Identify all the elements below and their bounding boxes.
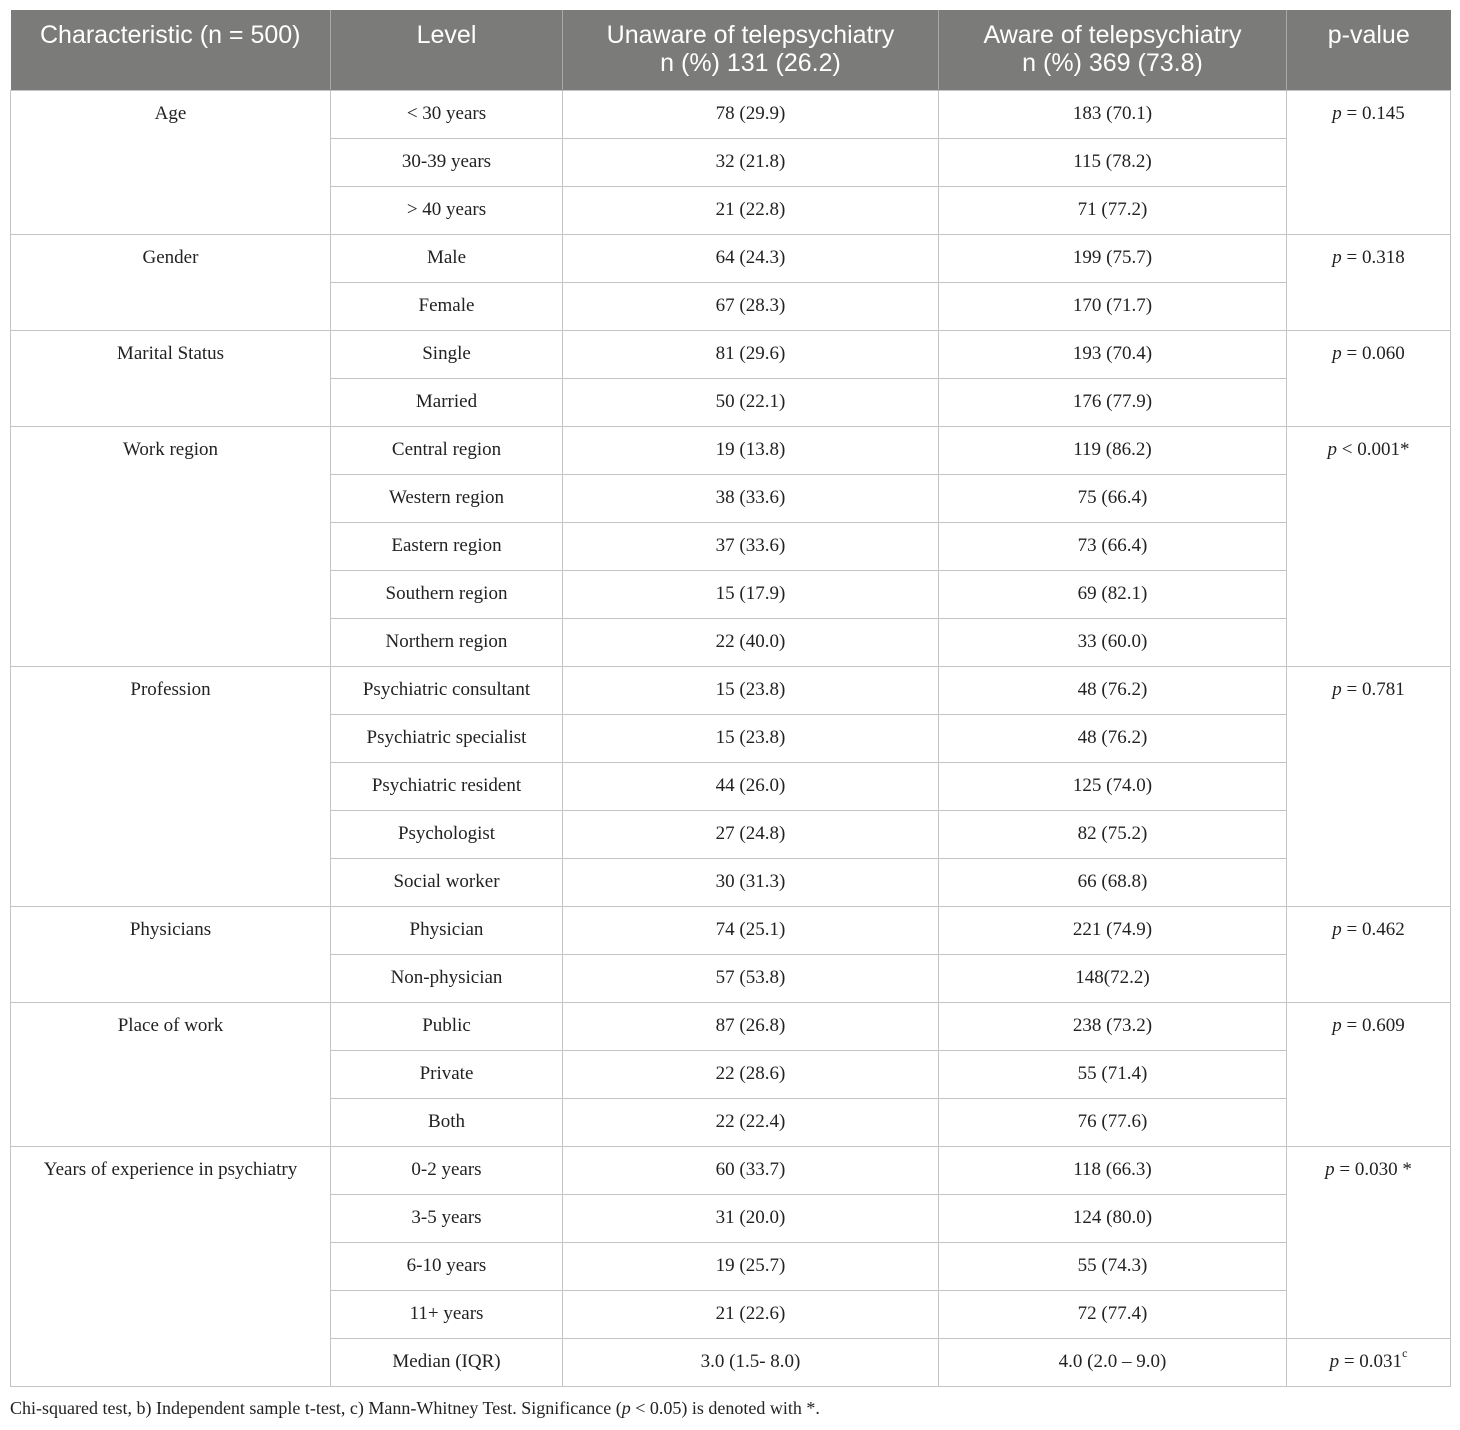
level-cell: Female bbox=[331, 282, 563, 330]
unaware-cell: 30 (31.3) bbox=[563, 858, 939, 906]
header-row bbox=[11, 10, 1451, 90]
level-cell: 30-39 years bbox=[331, 138, 563, 186]
p-symbol: p bbox=[1332, 1014, 1342, 1036]
unaware-cell: 27 (24.8) bbox=[563, 810, 939, 858]
unaware-cell: 21 (22.8) bbox=[563, 186, 939, 234]
unaware-cell: 22 (28.6) bbox=[563, 1050, 939, 1098]
level-cell: Psychologist bbox=[331, 810, 563, 858]
header-pvalue-label: p-value bbox=[1327, 21, 1410, 49]
p-value-text: = 0.318 bbox=[1341, 246, 1405, 268]
header-unaware-line2: n (%) 131 (26.2) bbox=[660, 49, 841, 77]
header-aware-label bbox=[947, 10, 1278, 77]
aware-cell: 71 (77.2) bbox=[939, 186, 1287, 234]
aware-cell: 48 (76.2) bbox=[939, 714, 1287, 762]
p-value-text: < 0.001* bbox=[1337, 438, 1410, 460]
p-symbol: p bbox=[1332, 918, 1342, 940]
aware-cell: 125 (74.0) bbox=[939, 762, 1287, 810]
table-row bbox=[11, 234, 1451, 282]
p-symbol: p bbox=[1332, 102, 1342, 124]
level-cell: 11+ years bbox=[331, 1290, 563, 1338]
header-level-label: Level bbox=[416, 21, 477, 49]
unaware-cell: 31 (20.0) bbox=[563, 1194, 939, 1242]
aware-cell: 75 (66.4) bbox=[939, 474, 1287, 522]
table-header bbox=[11, 10, 1451, 90]
aware-cell: 193 (70.4) bbox=[939, 330, 1287, 378]
level-cell: Northern region bbox=[331, 618, 563, 666]
p-value-text: = 0.060 bbox=[1341, 342, 1405, 364]
unaware-cell: 87 (26.8) bbox=[563, 1002, 939, 1050]
p-value-cell bbox=[1287, 426, 1451, 666]
unaware-cell: 44 (26.0) bbox=[563, 762, 939, 810]
level-cell: Private bbox=[331, 1050, 563, 1098]
unaware-cell: 67 (28.3) bbox=[563, 282, 939, 330]
characteristic-cell: Gender bbox=[11, 234, 331, 330]
unaware-cell: 15 (17.9) bbox=[563, 570, 939, 618]
unaware-cell: 32 (21.8) bbox=[563, 138, 939, 186]
level-cell: 3-5 years bbox=[331, 1194, 563, 1242]
level-cell: Both bbox=[331, 1098, 563, 1146]
aware-cell: 69 (82.1) bbox=[939, 570, 1287, 618]
aware-cell: 118 (66.3) bbox=[939, 1146, 1287, 1194]
unaware-cell: 74 (25.1) bbox=[563, 906, 939, 954]
header-unaware-line1: Unaware of telepsychiatry bbox=[606, 21, 895, 49]
level-cell: < 30 years bbox=[331, 90, 563, 138]
p-symbol: p bbox=[1332, 246, 1342, 268]
p-value-cell bbox=[1287, 1338, 1451, 1386]
header-unaware-label bbox=[571, 10, 930, 77]
p-symbol: p bbox=[1327, 438, 1338, 460]
unaware-cell: 22 (40.0) bbox=[563, 618, 939, 666]
level-cell: 0-2 years bbox=[331, 1146, 563, 1194]
p-value-cell bbox=[1287, 234, 1451, 330]
level-cell: Median (IQR) bbox=[331, 1338, 563, 1386]
header-unaware bbox=[563, 10, 939, 90]
footnote-text-after: < 0.05) is denoted with *. bbox=[630, 1398, 820, 1418]
table-footnote bbox=[10, 1398, 820, 1419]
level-cell: Male bbox=[331, 234, 563, 282]
header-aware-line2: n (%) 369 (73.8) bbox=[1022, 49, 1203, 77]
unaware-cell: 3.0 (1.5- 8.0) bbox=[563, 1338, 939, 1386]
level-cell: 6-10 years bbox=[331, 1242, 563, 1290]
unaware-cell: 57 (53.8) bbox=[563, 954, 939, 1002]
level-cell: Single bbox=[331, 330, 563, 378]
aware-cell: 48 (76.2) bbox=[939, 666, 1287, 714]
p-value-cell bbox=[1287, 330, 1451, 426]
unaware-cell: 50 (22.1) bbox=[563, 378, 939, 426]
p-value-cell bbox=[1287, 1002, 1451, 1146]
p-value-cell bbox=[1287, 666, 1451, 906]
p-value-cell bbox=[1287, 90, 1451, 234]
aware-cell: 148(72.2) bbox=[939, 954, 1287, 1002]
p-symbol: p bbox=[1332, 342, 1342, 364]
aware-cell: 176 (77.9) bbox=[939, 378, 1287, 426]
level-cell: Social worker bbox=[331, 858, 563, 906]
header-aware bbox=[939, 10, 1287, 90]
characteristic-cell: Profession bbox=[11, 666, 331, 906]
unaware-cell: 22 (22.4) bbox=[563, 1098, 939, 1146]
unaware-cell: 64 (24.3) bbox=[563, 234, 939, 282]
aware-cell: 33 (60.0) bbox=[939, 618, 1287, 666]
p-value-cell bbox=[1287, 906, 1451, 1002]
aware-cell: 76 (77.6) bbox=[939, 1098, 1287, 1146]
p-symbol: p bbox=[1329, 1351, 1340, 1372]
header-level bbox=[331, 10, 563, 90]
aware-cell: 55 (71.4) bbox=[939, 1050, 1287, 1098]
header-characteristic-label: Characteristic (n = 500) bbox=[39, 21, 301, 49]
aware-cell: 183 (70.1) bbox=[939, 90, 1287, 138]
unaware-cell: 78 (29.9) bbox=[563, 90, 939, 138]
header-pvalue bbox=[1287, 10, 1451, 90]
unaware-cell: 37 (33.6) bbox=[563, 522, 939, 570]
aware-cell: 124 (80.0) bbox=[939, 1194, 1287, 1242]
aware-cell: 82 (75.2) bbox=[939, 810, 1287, 858]
table-body bbox=[11, 90, 1451, 1386]
aware-cell: 4.0 (2.0 – 9.0) bbox=[939, 1338, 1287, 1386]
table-row bbox=[11, 330, 1451, 378]
level-cell: Eastern region bbox=[331, 522, 563, 570]
unaware-cell: 38 (33.6) bbox=[563, 474, 939, 522]
characteristic-cell: Age bbox=[11, 90, 331, 234]
unaware-cell: 19 (13.8) bbox=[563, 426, 939, 474]
table-row bbox=[11, 90, 1451, 138]
level-cell: Psychiatric consultant bbox=[331, 666, 563, 714]
level-cell: Physician bbox=[331, 906, 563, 954]
level-cell: Non-physician bbox=[331, 954, 563, 1002]
characteristic-cell: Years of experience in psychiatry bbox=[11, 1146, 331, 1386]
unaware-cell: 21 (22.6) bbox=[563, 1290, 939, 1338]
level-cell: Psychiatric specialist bbox=[331, 714, 563, 762]
aware-cell: 55 (74.3) bbox=[939, 1242, 1287, 1290]
level-cell: Psychiatric resident bbox=[331, 762, 563, 810]
unaware-cell: 15 (23.8) bbox=[563, 666, 939, 714]
unaware-cell: 81 (29.6) bbox=[563, 330, 939, 378]
level-cell: Central region bbox=[331, 426, 563, 474]
unaware-cell: 60 (33.7) bbox=[563, 1146, 939, 1194]
aware-cell: 221 (74.9) bbox=[939, 906, 1287, 954]
p-symbol: p bbox=[1332, 678, 1342, 700]
table-row bbox=[11, 1146, 1451, 1194]
p-value-text: = 0.031 bbox=[1339, 1351, 1403, 1372]
results-table-container bbox=[10, 10, 1450, 1387]
aware-cell: 199 (75.7) bbox=[939, 234, 1287, 282]
aware-cell: 119 (86.2) bbox=[939, 426, 1287, 474]
p-value-text: = 0.609 bbox=[1341, 1014, 1405, 1036]
table-row bbox=[11, 426, 1451, 474]
p-value-cell bbox=[1287, 1146, 1451, 1338]
telepsychiatry-awareness-table bbox=[10, 10, 1451, 1387]
table-row bbox=[11, 1002, 1451, 1050]
table-row bbox=[11, 906, 1451, 954]
unaware-cell: 15 (23.8) bbox=[563, 714, 939, 762]
aware-cell: 66 (68.8) bbox=[939, 858, 1287, 906]
aware-cell: 238 (73.2) bbox=[939, 1002, 1287, 1050]
level-cell: Western region bbox=[331, 474, 563, 522]
header-aware-line1: Aware of telepsychiatry bbox=[983, 21, 1242, 49]
level-cell: Public bbox=[331, 1002, 563, 1050]
p-value-text: = 0.781 bbox=[1341, 678, 1405, 700]
header-characteristic bbox=[11, 10, 331, 90]
characteristic-cell: Marital Status bbox=[11, 330, 331, 426]
footnote-text-before: Chi-squared test, b) Independent sample t-test, c) Mann-Whitney Test. Significance ( bbox=[10, 1398, 622, 1418]
level-cell: Married bbox=[331, 378, 563, 426]
level-cell: > 40 years bbox=[331, 186, 563, 234]
aware-cell: 170 (71.7) bbox=[939, 282, 1287, 330]
p-value-text: = 0.030 * bbox=[1334, 1158, 1412, 1180]
characteristic-cell: Work region bbox=[11, 426, 331, 666]
table-row bbox=[11, 666, 1451, 714]
characteristic-cell: Place of work bbox=[11, 1002, 331, 1146]
aware-cell: 72 (77.4) bbox=[939, 1290, 1287, 1338]
p-value-text: = 0.145 bbox=[1341, 102, 1405, 124]
aware-cell: 73 (66.4) bbox=[939, 522, 1287, 570]
unaware-cell: 19 (25.7) bbox=[563, 1242, 939, 1290]
level-cell: Southern region bbox=[331, 570, 563, 618]
p-value-text: = 0.462 bbox=[1341, 918, 1405, 940]
p-value-superscript: c bbox=[1402, 1345, 1408, 1360]
characteristic-cell: Physicians bbox=[11, 906, 331, 1002]
footnote-p-symbol: p bbox=[621, 1398, 631, 1418]
p-symbol: p bbox=[1325, 1158, 1335, 1180]
aware-cell: 115 (78.2) bbox=[939, 138, 1287, 186]
